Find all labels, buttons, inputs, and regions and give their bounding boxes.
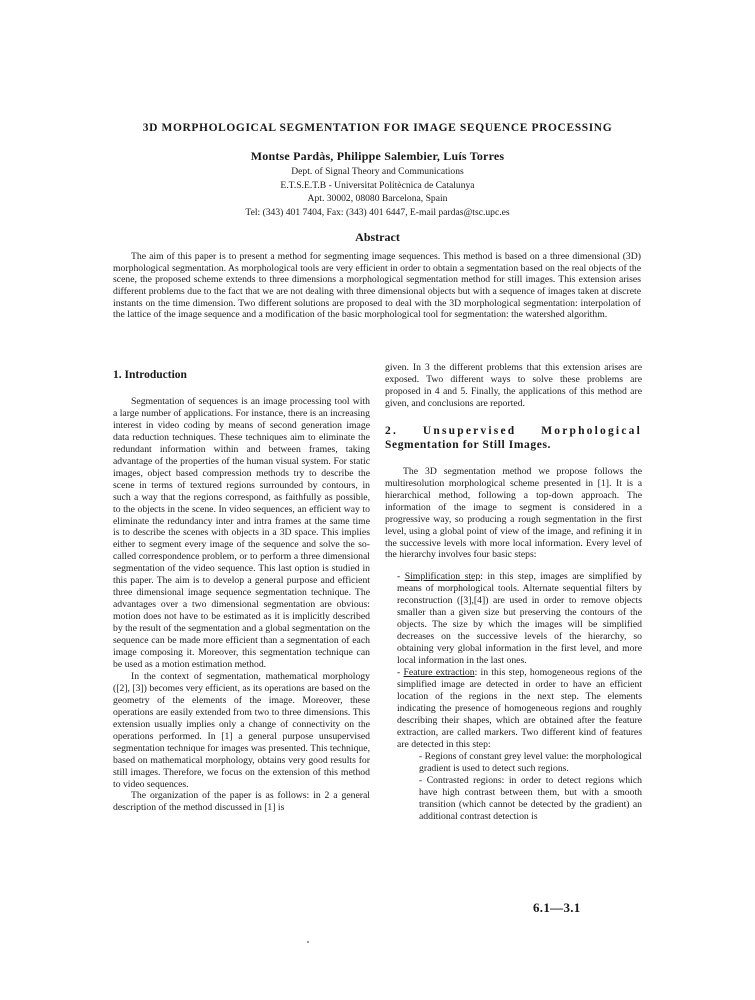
intro-paragraph: The organization of the paper is as follows: in 2 a general description of the method discussed in [1] is [113,790,370,814]
section2-intro: The 3D segmentation method we propose follows the multiresolution morphological scheme presented in [1]. It is a hierarchical method, following a top-down approach. The information of the image to segment is considered in a progressive way, so producing a rough segmentation in the first level, using a global point of view of the image, and refining it in the successive levels with more local information. Every level of the hierarchy involves four basic steps: [385,465,642,561]
abstract-heading: Abstract [355,230,400,244]
left-column [113,368,370,814]
affiliation-line: E.T.S.E.T.B - Universitat Politècnica de Catalunya [280,179,475,191]
feature-kind-item: - Contrasted regions: in order to detect regions which have high contrast between them, but with a smooth transition (which cannot be detected by the gradient) an additional contrast detection is [419,774,642,822]
abstract-text: The aim of this paper is to present a method for segmenting image sequences. This method is based on a three dimensional (3D) morphological segmentation. As morphological tools are very efficient in order to obtain a segmentation based on the real objects of the scene, the proposed scheme extends to three dimensions a morphological segmentation method for still images. This extension arises different problems due to the fact that we are not dealing with three dimensional objects but with a sequence of images taken at discrete instants on the time dimension. Two different solutions are proposed to deal with the 3D morphological segmentation: interpolation of the lattice of the image sequence and a modification of the basic morphological tool for segmentation: the watershed algorithm. [113,251,641,321]
author-affiliation [0,165,755,220]
right-column [385,362,642,822]
paper-title: 3D MORPHOLOGICAL SEGMENTATION FOR IMAGE SEQUENCE PROCESSING [142,122,613,134]
scan-speck [307,941,309,943]
section-heading-word: Morphological [541,424,642,437]
step-text: : in this step, homogeneous regions of the simplified image are detected in order to have an efficient location of the regions in the next step. The elements indicating the presence of homogeneous regions and roughly describing their shapes, which are obtained after the feature extraction, are called markers. Two different kind of features are detected in this step: [397,667,642,750]
affiliation-line: Dept. of Signal Theory and Communications [291,166,464,177]
step-term: Feature extraction [403,667,475,679]
step-text: : in this step, images are simplified by means of morphological tools. Alternate sequential filters by reconstruction ([3],[4]) are used in order to remove objects smaller than a given size but preserving the contours of the objects. The size by which the images will be simplified decreases on the successive levels of the hierarchy, so obtaining very global information in the first level, and more local information in the last ones. [397,571,642,667]
section-number: 2. [385,424,399,437]
section-heading-unsupervised-segmentation [385,424,642,452]
section-heading-line: Segmentation for Still Images. [385,438,552,451]
step-prefix: - [397,571,405,583]
intro-paragraph: In the context of segmentation, mathematical morphology ([2], [3]) becomes very efficient, as its operations are based on the geometry of the elements of the image. Moreover, these operations are easily extended from two to three dimensions. This extension usually implies only a change of connectivity on the operations performed. In [1] a general purpose unsupervised segmentation technique for images was presented. This technique, based on mathematical morphology, obtains very good results for still images. Therefore, we focus on the extension of this method to video sequences. [113,670,370,790]
step-feature-extraction [397,667,642,751]
affiliation-line: Tel: (343) 401 7404, Fax: (343) 401 6447, E-mail pardas@tsc.upc.es [245,207,510,219]
intro-paragraph: Segmentation of sequences is an image processing tool with a large number of applications. For instance, there is an increasing interest in video coding by means of second generation image data reduction techniques. These techniques aim to eliminate the redundant information within and between frames, taking advantage of the properties of the human visual system. For static images, object based compression methods try to describe the scene in terms of textured regions surrounded by contours, in such a way that the regions correspond, as faithfully as possible, to the objects in the scene. In video sequences, an efficient way to eliminate the redundancy inter and intra frames at the same time is to describe the scenes with objects in a 3D space. This implies either to segment every image of the sequence and solve the so-called correspondence problem, or to perform a three dimensional segmentation of the video sequence. This last option is studied in this paper. The aim is to develop a general purpose and efficient three dimensional image sequence segmentation technique. The advantages over a two dimensional segmentation are obvious: motion does not have to be estimated as it is implicitly described by the result of the segmentation and a global segmentation on the sequence can be made more efficient than a segmentation of each image composing it. Moreover, this segmentation technique can be used as a motion estimation method. [113,396,370,670]
step-simplification [397,571,642,667]
affiliation-line: Apt. 30002, 08080 Barcelona, Spain [307,193,448,205]
page-number: 6.1—3.1 [533,900,581,915]
section-heading-word: Unsupervised [422,424,517,437]
feature-kind-item: - Regions of constant grey level value: the morphological gradient is used to detect such regions. [419,750,642,774]
intro-continuation: given. In 3 the different problems that this extension arises are exposed. Two different ways to solve these problems are proposed in 4 and 5. Finally, the applications of this method are given, and conclusions are reported. [385,362,642,409]
section-heading-introduction: 1. Introduction [113,369,187,381]
step-term: Simplification step [404,571,481,583]
section-heading-line [385,424,642,438]
paper-authors: Montse Pardàs, Philippe Salembier, Luís Torres [250,149,505,163]
step-prefix: - [397,667,404,679]
